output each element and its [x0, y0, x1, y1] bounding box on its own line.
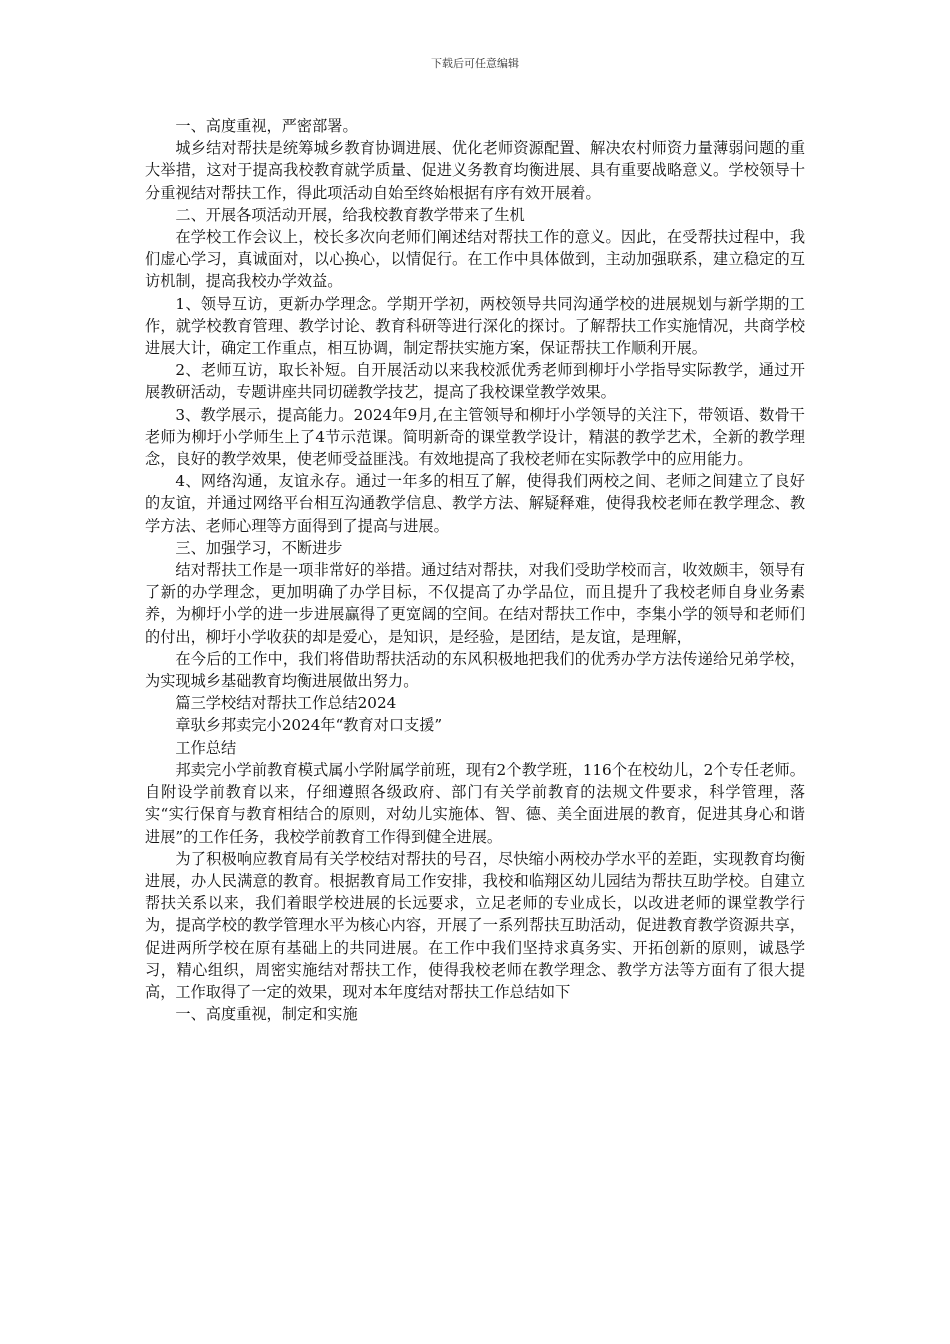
- section-heading: 一、高度重视，制定和实施: [175, 1005, 358, 1024]
- paragraph: 1、领导互访，更新办学理念。学期开学初，两校领导共同沟通学校的进展规划与新学期的工作，就学校教育管理、教学讨论、教育科研等进行深化的探讨。了解帮扶工作实施情况，共商学校进展大计，确定工作重点，相互协调，制定帮扶实施方案，保证帮扶工作顺利开展。: [145, 294, 805, 358]
- section-heading: 一、高度重视，严密部署。: [175, 117, 358, 135]
- article-subtitle: 章驮乡邦卖完小2024年“教育对口支援”: [175, 716, 443, 735]
- paragraph: 4、网络沟通，友谊永存。通过一年多的相互了解，使得我们两校之间、老师之间建立了良好的友谊，并通过网络平台相互沟通教学信息、教学方法、解疑释难，使得我校老师在教学理念、教学方法、老师心理等方面得到了提高与进展。: [145, 472, 805, 535]
- section-heading: 三、加强学习，不断进步: [175, 538, 343, 557]
- page-header: 下载后可任意编辑: [431, 57, 519, 70]
- paragraph: 在学校工作会议上，校长多次向老师们阐述结对帮扶工作的意义。因此，在受帮扶过程中，我们虚心学习，真诚面对，以心换心，以情促行。在工作中具体做到，主动加强联系，建立稳定的互访机制，提高我校办学效益。: [145, 228, 805, 291]
- article-title: 篇三学校结对帮扶工作总结2024: [175, 694, 397, 713]
- paragraph: 城乡结对帮扶是统筹城乡教育协调进展、优化老师资源配置、解决农村师资力量薄弱问题的重大举措，这对于提高我校教育就学质量、促进义务教育均衡进展、具有重要战略意义。学校领导十分重视结对帮扶工作，得此项活动自始至终始根据有序有效开展着。: [145, 139, 805, 202]
- paragraph: 结对帮扶工作是一项非常好的举措。通过结对帮扶，对我们受助学校而言，收效颇丰，领导有了新的办学理念，更加明确了办学目标，不仅提高了办学品位，而且提升了我校老师自身业务素养，为柳圩小学的进一步进展赢得了更宽阔的空间。在结对帮扶工作中，李集小学的领导和老师们的付出，柳圩小学收获的却是爱心，是知识，是经验，是团结，是友谊，是理解，: [145, 561, 805, 646]
- paragraph: 2、老师互访，取长补短。自开展活动以来我校派优秀老师到柳圩小学指导实际教学，通过开展教研活动，专题讲座共同切磋教学技艺，提高了我校课堂教学效果。: [145, 361, 805, 402]
- paragraph: 为了积极响应教育局有关学校结对帮扶的号召，尽快缩小两校办学水平的差距，实现教育均衡进展，办人民满意的教育。根据教育局工作安排，我校和临翔区幼儿园结为帮扶互助学校。自建立帮扶关系以来，我们着眼学校进展的长远要求，立足老师的专业成长，以改进老师的课堂教学行为，提高学校的教学管理水平为核心内容，开展了一系列帮扶互助活动，促进教育教学资源共享，促进两所学校在原有基础上的共同进展。在工作中我们坚持求真务实、开拓创新的原则，诚恳学习，精心组织，周密实施结对帮扶工作，使得我校老师在教学理念、教学方法等方面有了很大提高，工作取得了一定的效果，现对本年度结对帮扶工作总结如下: [145, 849, 805, 1001]
- paragraph: 3、教学展示，提高能力。2024年9月,在主管领导和柳圩小学领导的关注下，带领语、数骨干老师为柳圩小学师生上了4节示范课。简明新奇的课堂教学设计，精湛的教学艺术，全新的教学理念，良好的教学效果，使老师受益匪浅。有效地提高了我校老师在实际教学中的应用能力。: [145, 405, 805, 469]
- paragraph: 在今后的工作中，我们将借助帮扶活动的东风积极地把我们的优秀办学方法传递给兄弟学校，为实现城乡基础教育均衡进展做出努力。: [145, 649, 805, 691]
- paragraph: 邦卖完小学前教育模式属小学附属学前班，现有2个教学班，116个在校幼儿，2个专任老师。自附设学前教育以来，仔细遵照各级政府、部门有关学前教育的法规文件要求，科学管理，落实“实行保育与教育相结合的原则，对幼儿实施体、智、德、美全面进展的教育，促进其身心和谐进展”的工作任务，我校学前教育工作得到健全进展。: [145, 760, 805, 846]
- article-subtitle: 工作总结: [175, 738, 237, 757]
- document-body: [145, 115, 805, 1025]
- section-heading: 二、开展各项活动开展，给我校教育教学带来了生机: [175, 205, 525, 224]
